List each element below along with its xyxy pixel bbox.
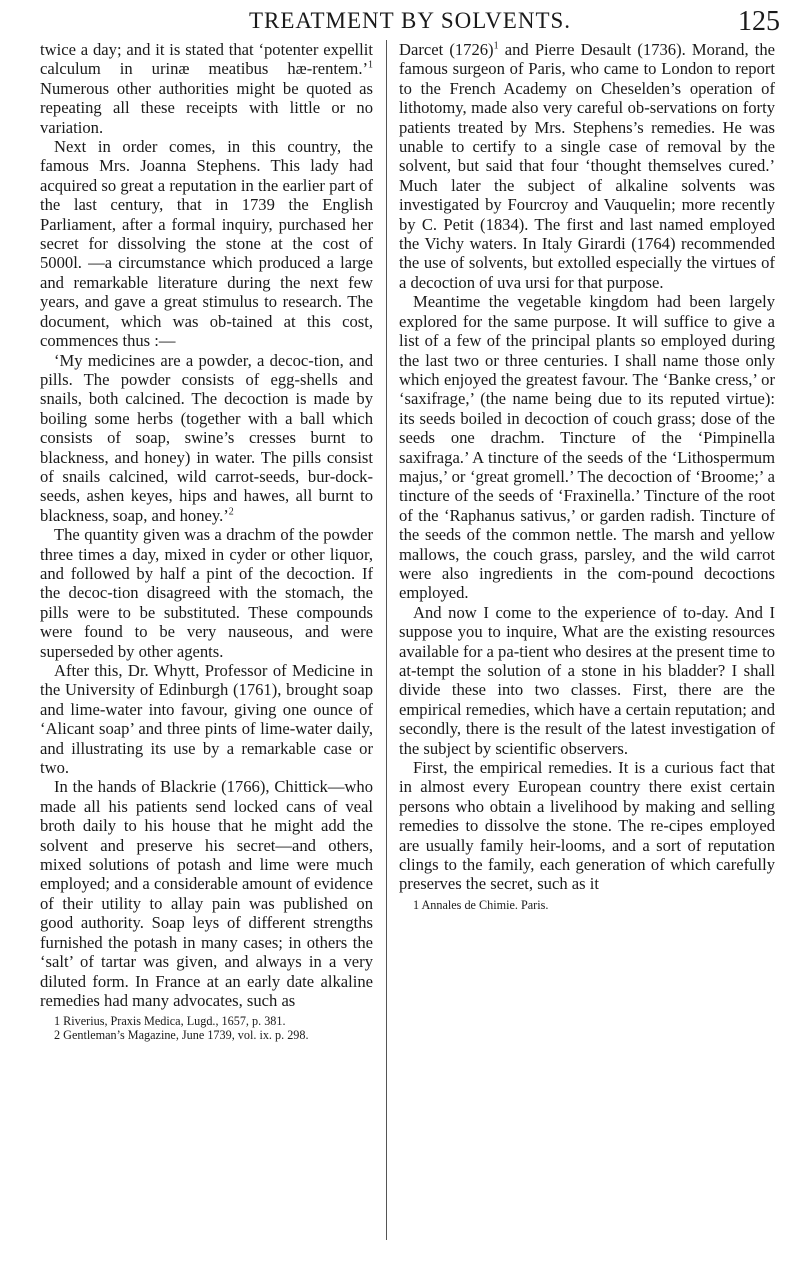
paragraph: Meantime the vegetable kingdom had been largely explored for the same purpose. It will suffice to give a list of a few of the principal plants so employed during the last two or three centuries. I shall name those only which enjoyed the greatest favour. The ‘Banke cress,’ or ‘saxifrage,’ (the name being due to its reputed virtue): its seeds boiled in decoction of couch grass; dose of the seeds one drachm. Tincture of the ‘Pimpinella saxifraga.’ A tincture of the seeds of the ‘Lithospermum majus,’ or ‘great gromell.’ The decoction of ‘Broome;’ a tincture of the seeds of ‘Fraxinella.’ Tincture of the root of the ‘Raphanus sativus,’ or garden radish. Tincture of the seeds of the common nettle. The marsh and yellow mallows, the couch grass, parsley, and the wild carrot were also ingredients in the com-pound decoctions employed. (399, 292, 775, 603)
footnotes (399, 898, 775, 912)
footnote: 2 Gentleman’s Magazine, June 1739, vol. ix. p. 298. (54, 1028, 309, 1043)
running-title: TREATMENT BY SOLVENTS. (248, 8, 572, 33)
paragraph: twice a day; and it is stated that ‘potenter expellit calculum in urinæ meatibus hæ-rentem.’$^1$ Numerous other authorities might be quoted as repeating all these receipts with little or no variation. (40, 40, 373, 137)
quoted-recipe: ‘My medicines are a powder, a decoc-tion, and pills. The powder consists of egg-shells and snails, both calcined. The decoction is made by boiling some herbs (together with a ball which consists of soap, swine’s cresses burnt to blackness, and honey) in water. The pills consist of snails calcined, wild carrot-seeds, bur-dock-seeds, ashen keyes, hips and hawes, all burnt to blackness, soap, and honey.’$^2$ (40, 350, 373, 525)
paragraph: First, the empirical remedies. It is a curious fact that in almost every European country there exist certain persons who obtain a livelihood by making and selling remedies to dissolve the stone. The re-cipes employed are usually family heir-looms, and a sort of reputation clings to the family, each generation of which carefully preserves the secret, such as it (399, 758, 775, 894)
footnote: 1 Riverius, Praxis Medica, Lugd., 1657, p. 381. (54, 1014, 286, 1029)
right-column (399, 40, 775, 912)
footnote: 1 Annales de Chimie. Paris. (413, 897, 549, 912)
paragraph: Next in order comes, in this country, the famous Mrs. Joanna Stephens. This lady had acquired so great a reputation in the earlier part of the last century, that in 1739 the English Parliament, after a formal inquiry, purchased her secret for dissolving the stone at the cost of 5000l. —a circumstance which produced a large and remarkable literature during the next few years, and gave a great stimulus to research. The document, which was ob-tained at this cost, commences thus :— (40, 137, 373, 351)
footnotes (40, 1014, 373, 1042)
footnote-ref: 2 (228, 506, 234, 518)
left-column (40, 40, 373, 1042)
page-header (40, 6, 780, 38)
paragraph: After this, Dr. Whytt, Professor of Medicine in the University of Edinburgh (1761), brought soap and lime-water into favour, giving one ounce of ‘Alicant soap’ and three pints of lime-water daily, and illustrating its use by a remarkable case or two. (40, 661, 373, 778)
paragraph: The quantity given was a drachm of the powder three times a day, mixed in cyder or other liquor, and followed by half a pint of the decoction. If the decoc-tion disagreed with the stomach, the pills were to be substituted. These compounds were found to be very nauseous, and were superseded by other agents. (40, 525, 373, 661)
paragraph: Darcet $(1726)^1$ and Pierre Desault (1736). Morand, the famous surgeon of Paris, who came to London to report to the French Academy on Cheselden’s operation of lithotomy, made also very careful ob-servations on forty patients treated by Mrs. Stephens’s remedies. He was unable to certify to a single case of removal by the solvent, but said that four ‘thought themselves cured.’ Much later the subject of alkaline solvents was investigated by Fourcroy and Vauquelin; more recently by C. Petit (1834). The first and last named employed the Vichy waters. In Italy Girardi (1764) recommended the use of solvents, but extolled especially the virtues of a decoction of uva ursi for that purpose. (399, 40, 775, 292)
footnote-ref: 1 (493, 40, 499, 52)
paragraph: And now I come to the experience of to-day. And I suppose you to inquire, What are the existing resources available for a pa-tient who desires at the present time to at-tempt the solution of a stone in his bladder? I shall divide these into two classes. First, there are the empirical remedies, which have a certain reputation; and secondly, there is the result of the latest investigation of the subject by scientific observers. (399, 602, 775, 758)
column-divider (386, 40, 387, 1240)
page-number: 125 (738, 6, 780, 37)
paragraph: In the hands of Blackrie (1766), Chittick—who made all his patients send locked cans of veal broth daily to his house that he might add the solvent and preserve his secret—and others, mixed solutions of potash and lime were much employed; and a considerable amount of evidence of their utility to allay pain was published on good authority. Soap leys of different strengths furnished the potash in many cases; in others the ‘salt’ of tartar was given, and always in a very diluted form. In France at an early date alkaline remedies had many advocates, such as (40, 777, 373, 1010)
footnote-ref: 1 (368, 59, 373, 71)
